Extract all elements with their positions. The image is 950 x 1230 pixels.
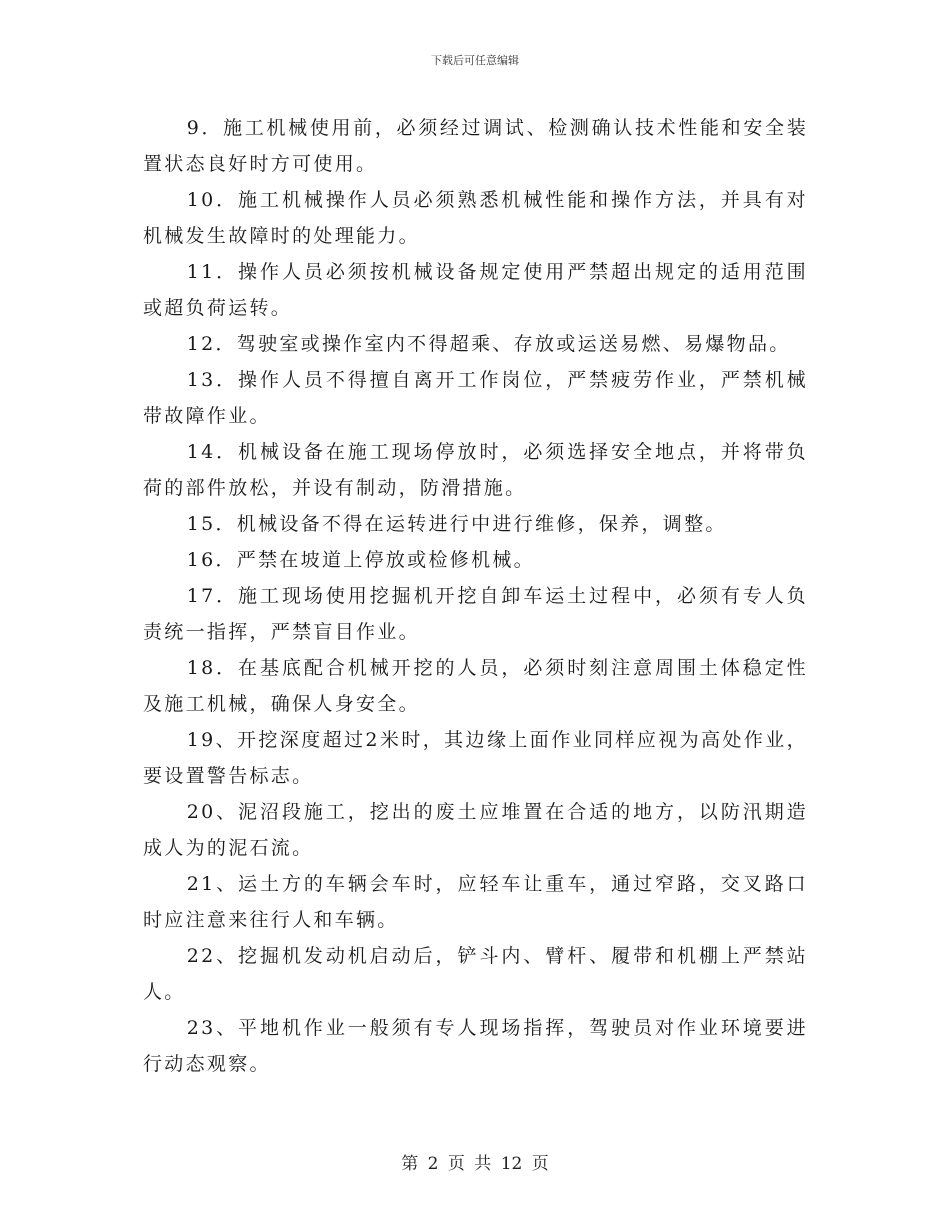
- paragraph-item-12: 12．驾驶室或操作室内不得超乘、存放或运送易燃、易爆物品。: [186, 333, 791, 355]
- paragraph-item-9: 9．施工机械使用前，必须经过调试、检测确认技术性能和安全装置状态良好时方可使用。: [143, 117, 808, 175]
- paragraph-item-21: 21、运土方的车辆会车时，应轻车让重车，通过窄路，交叉路口时应注意来往行人和车辆。: [143, 873, 808, 931]
- document-body: [143, 110, 808, 1082]
- paragraph-item-11: 11．操作人员必须按机械设备规定使用严禁超出规定的适用范围或超负荷运转。: [143, 261, 808, 319]
- paragraph-item-14: 14．机械设备在施工现场停放时，必须选择安全地点，并将带负荷的部件放松，并设有制动，防滑措施。: [143, 441, 808, 499]
- paragraph-item-22: 22、挖掘机发动机启动后，铲斗内、臂杆、履带和机棚上严禁站人。: [143, 945, 808, 1003]
- paragraph-item-15: 15．机械设备不得在运转进行中进行维修，保养，调整。: [186, 513, 727, 535]
- paragraph-item-16: 16．严禁在坡道上停放或检修机械。: [186, 549, 535, 571]
- paragraph-item-17: 17．施工现场使用挖掘机开挖自卸车运土过程中，必须有专人负责统一指挥，严禁盲目作业。: [143, 585, 808, 643]
- paragraph-item-10: 10．施工机械操作人员必须熟悉机械性能和操作方法，并具有对机械发生故障时的处理能力。: [143, 189, 808, 247]
- paragraph-item-19: 19、开挖深度超过2米时，其边缘上面作业同样应视为高处作业，要设置警告标志。: [143, 729, 808, 787]
- paragraph-item-18: 18．在基底配合机械开挖的人员，必须时刻注意周围土体稳定性及施工机械，确保人身安全。: [143, 657, 808, 715]
- paragraph-item-20: 20、泥沼段施工，挖出的废土应堆置在合适的地方，以防汛期造成人为的泥石流。: [143, 801, 808, 859]
- page-header: 下载后可任意编辑: [431, 54, 519, 67]
- paragraph-item-13: 13．操作人员不得擅自离开工作岗位，严禁疲劳作业，严禁机械带故障作业。: [143, 369, 808, 427]
- paragraph-item-23: 23、平地机作业一般须有专人现场指挥，驾驶员对作业环境要进行动态观察。: [143, 1017, 808, 1075]
- page-number-footer: 第 2 页 共 12 页: [401, 1154, 549, 1174]
